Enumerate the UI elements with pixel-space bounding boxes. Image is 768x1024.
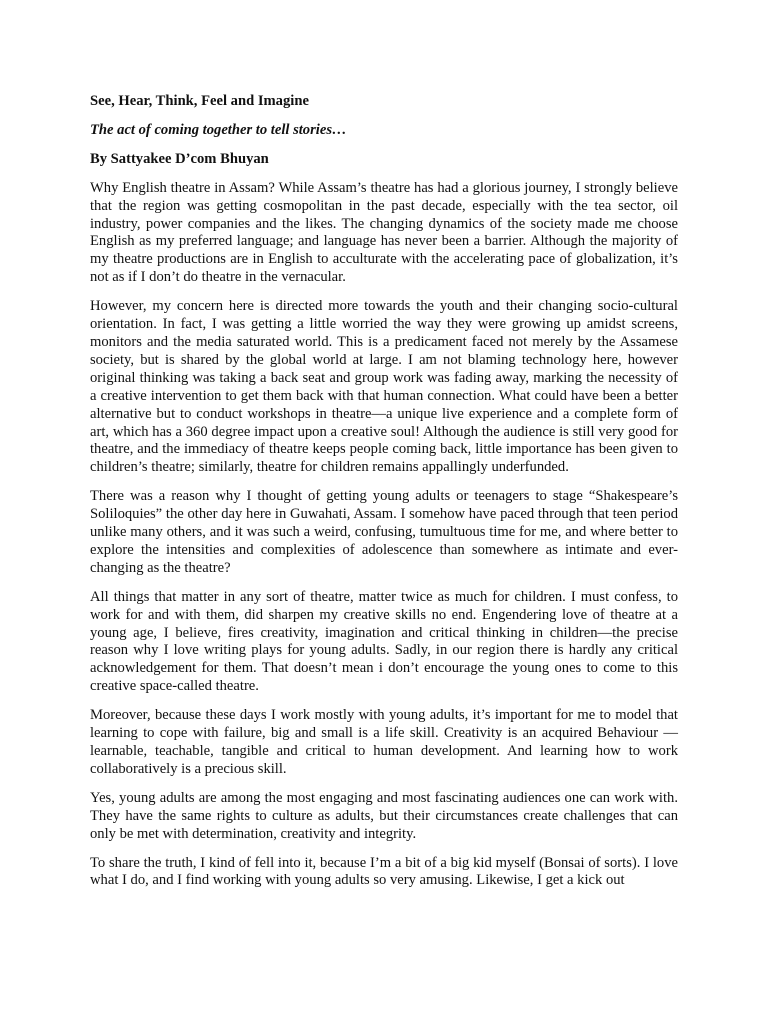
paragraph-1: Why English theatre in Assam? While Assam’s theatre has had a glorious journey, I strongly believe that the region was getting cosmopolitan in the past decade, especially with the tea sector, oil industry, power companies and the likes. The changing dynamics of the society made me choose English as my preferred language; and language has never been a barrier. Although the majority of my theatre productions are in English to acculturate with the accelerating pace of globalization, it’s not as if I don’t do theatre in the vernacular. — [90, 179, 678, 286]
paragraph-3: There was a reason why I thought of getting young adults or teenagers to stage “Shakespeare’s Soliloquies” the other day here in Guwahati, Assam. I somehow have paced through that teen period unlike many others, and it was such a weird, confusing, tumultuous time for me, and where better to explore the intensities and complexities of adolescence than somewhere as intimate and ever-changing as the theatre? — [90, 488, 678, 576]
paragraph-7: To share the truth, I kind of fell into it, because I’m a bit of a big kid myself (Bonsai of sorts). I love what I do, and I find working with young adults so very amusing. Likewise, I get a kick out — [90, 854, 678, 889]
paragraph-6: Yes, young adults are among the most engaging and most fascinating audiences one can work with. They have the same rights to culture as adults, but their circumstances create challenges that can only be met with determination, creativity and integrity. — [90, 789, 678, 842]
document-title: See, Hear, Think, Feel and Imagine — [90, 93, 309, 109]
document-subtitle: The act of coming together to tell stories… — [90, 121, 347, 138]
paragraph-4: All things that matter in any sort of theatre, matter twice as much for children. I must confess, to work for and with them, did sharpen my creative skills no end. Engendering love of theatre at a young age, I believe, fires creativity, imagination and critical thinking in children—the precise reason why I love writing plays for young adults. Sadly, in our region there is hardly any critical acknowledgement for them. That doesn’t mean i don’t encourage the young ones to come to this creative space-called theatre. — [90, 588, 678, 695]
paragraph-5: Moreover, because these days I work mostly with young adults, it’s important for me to model that learning to cope with failure, big and small is a life skill. Creativity is an acquired Behaviour —learnable, teachable, tangible and critical to human development. And learning how to work collaboratively is a precious skill. — [90, 707, 678, 777]
document-byline: By Sattyakee D’com Bhuyan — [90, 150, 269, 167]
document-page — [90, 93, 678, 901]
paragraph-2: However, my concern here is directed more towards the youth and their changing socio-cultural orientation. In fact, I was getting a little worried the way they were growing up amidst screens, monitors and the media saturated world. This is a predicament faced not merely by the Assamese society, but is shared by the global world at large. I am not blaming technology here, however original thinking was taking a back seat and group work was fading away, marking the necessity of a creative intervention to get them back with that human connection. What could have been a better alternative but to conduct workshops in theatre—a unique live experience and a complete form of art, which has a 360 degree impact upon a creative soul! Although the audience is still very good for theatre, and the immediacy of theatre keeps people coming back, little importance has been given to children’s theatre; similarly, theatre for children remains appallingly underfunded. — [90, 298, 678, 476]
